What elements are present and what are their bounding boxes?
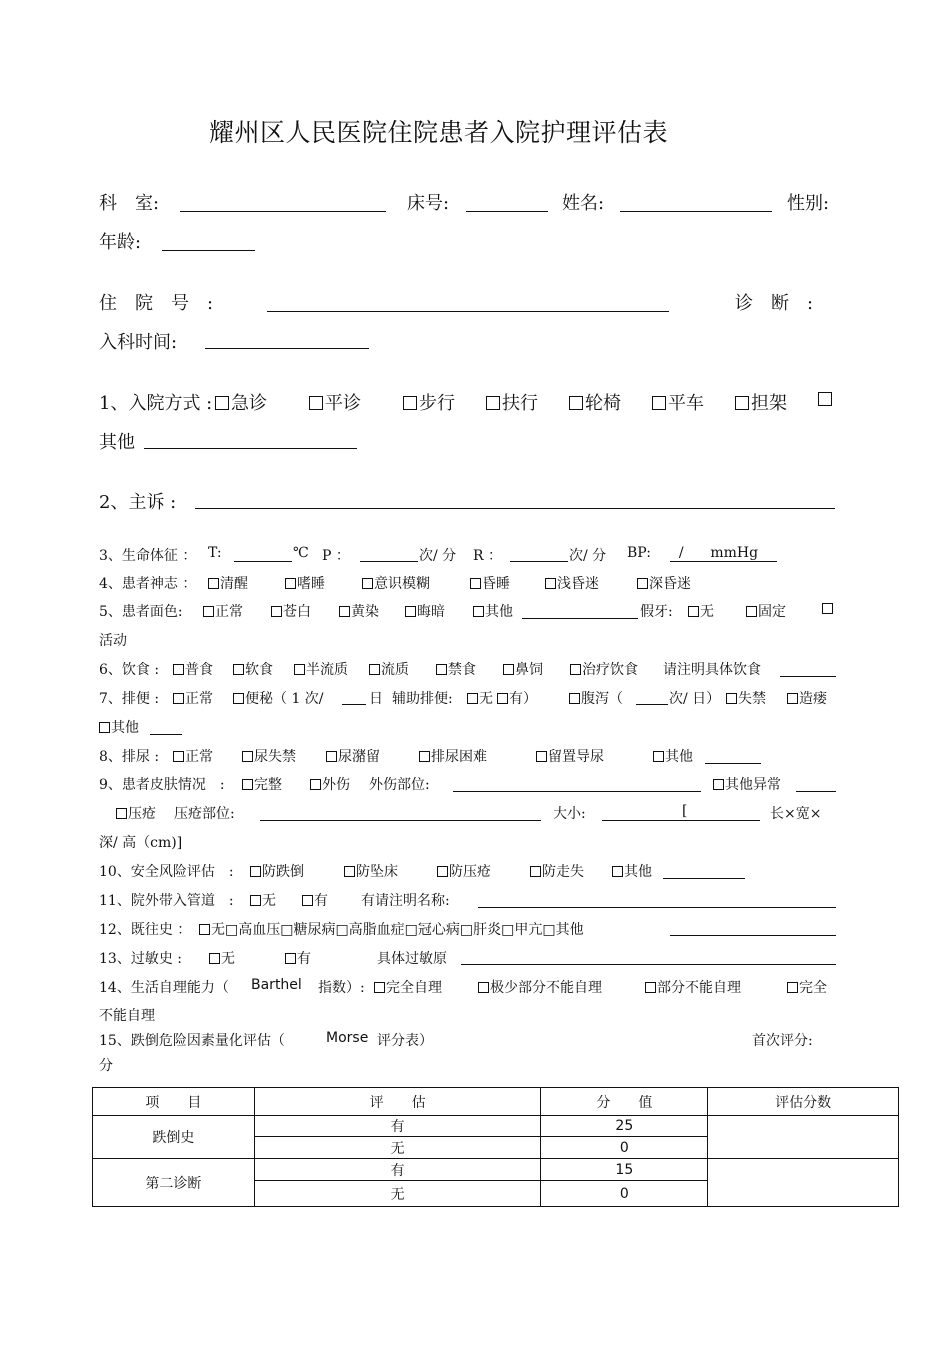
q9-pressure-site-label: 压疮部位: — [174, 806, 235, 822]
q14-label: 14、生活自理能力（ — [99, 980, 229, 996]
q7-label: 7、排便 : — [99, 691, 160, 707]
q3-r-unit: 次/ 分 — [569, 548, 607, 564]
checkbox-icon — [173, 751, 184, 762]
checkbox-icon — [637, 578, 648, 589]
q8-option-retention[interactable]: 尿潴留 — [326, 746, 380, 766]
q13-note: 具体过敏原 — [377, 951, 447, 967]
checkbox-icon — [215, 396, 229, 410]
q7-diarrhea-field[interactable] — [636, 704, 668, 705]
entry-time-label: 入科时间: — [99, 332, 178, 353]
morse-fall-table — [92, 1087, 899, 1207]
q7-assist-none[interactable]: 无 — [467, 688, 493, 708]
q10-option-wander[interactable]: 防走失 — [530, 861, 584, 881]
q10-other-field[interactable] — [663, 878, 745, 879]
checkbox-icon — [339, 606, 350, 617]
checkbox-icon — [470, 578, 481, 589]
checkbox-icon — [310, 779, 321, 790]
q14-barthel: Barthel — [251, 977, 302, 993]
diagnosis-label: 诊 断 : — [735, 293, 814, 314]
checkbox-icon — [787, 982, 798, 993]
checkbox-icon — [369, 664, 380, 675]
q6-option-nasal[interactable]: 鼻饲 — [503, 659, 543, 679]
q12-history-options[interactable]: 无□高血压□糖尿病□高脂血症□冠心病□肝炎□甲亢□其他 — [199, 919, 584, 939]
checkbox-icon — [486, 396, 500, 410]
checkbox-icon — [374, 982, 385, 993]
q3-bp-label: BP: — [627, 545, 651, 561]
q1-option-emergency[interactable]: 急诊 — [215, 389, 267, 415]
checkbox-icon — [208, 578, 219, 589]
q13-option-yes[interactable]: 有 — [285, 948, 311, 968]
q9-bracket: [ — [682, 803, 688, 819]
sex-label: 性别: — [787, 193, 830, 214]
admission-no-field[interactable] — [267, 311, 669, 312]
table-header-row — [93, 1088, 899, 1116]
checkbox-icon — [99, 722, 110, 733]
checkbox-icon — [536, 751, 547, 762]
q5-option-dull[interactable]: 晦暗 — [405, 601, 445, 621]
q7-other-field[interactable] — [150, 734, 182, 735]
q4-label: 4、患者神志 ： — [99, 576, 197, 592]
q3-t-field[interactable] — [234, 561, 292, 562]
assessment-cell: 无 — [254, 1137, 541, 1159]
q6-option-regular[interactable]: 普食 — [173, 659, 213, 679]
q3-p-unit: 次/ 分 — [419, 548, 457, 564]
q9-trauma-site-field[interactable] — [453, 791, 701, 792]
checkbox-icon — [271, 606, 282, 617]
checkbox-icon — [787, 693, 798, 704]
q4-option-deep-coma[interactable]: 深昏迷 — [637, 573, 691, 593]
q8-option-other[interactable]: 其他 — [653, 746, 693, 766]
q1-option-other-box[interactable] — [818, 389, 834, 410]
q7-day-label: 日 — [369, 691, 383, 707]
assessment-cell: 无 — [254, 1181, 541, 1207]
q11-option-none[interactable]: 无 — [250, 890, 276, 910]
q14-option-dependent[interactable]: 完全 — [787, 977, 827, 997]
checkbox-icon — [242, 751, 253, 762]
checkbox-icon — [344, 866, 355, 877]
q9-size-label: 大小: — [553, 806, 586, 822]
q1-other-field[interactable] — [144, 448, 357, 449]
q10-option-other[interactable]: 其他 — [612, 861, 652, 881]
q6-option-soft[interactable]: 软食 — [233, 659, 273, 679]
q8-option-difficulty[interactable]: 排尿困难 — [419, 746, 487, 766]
q6-note: 请注明具体饮食 — [663, 662, 761, 678]
q3-label: 3、生命体征 ： — [99, 548, 197, 564]
q2-complaint-field[interactable] — [195, 508, 835, 509]
q1-other-label: 其他 — [99, 432, 135, 453]
q13-option-none[interactable]: 无 — [209, 948, 235, 968]
checkbox-icon — [203, 606, 214, 617]
q15-scale: 评分表） — [377, 1033, 433, 1049]
q7-assist-label: 辅助排便: — [392, 691, 453, 707]
q6-label: 6、饮食 : — [99, 662, 160, 678]
q4-option-drowsy[interactable]: 嗜睡 — [285, 573, 325, 593]
header-assessment: 评 估 — [254, 1088, 541, 1116]
q7-assist-yes[interactable]: 有） — [497, 688, 537, 708]
q5-denture-fixed[interactable]: 固定 — [746, 601, 786, 621]
q1-option-stretcher[interactable]: 担架 — [735, 389, 787, 415]
q10-option-fall[interactable]: 防跌倒 — [250, 861, 304, 881]
checkbox-icon — [173, 693, 184, 704]
assessment-cell: 有 — [254, 1116, 541, 1137]
checkbox-icon — [503, 664, 514, 675]
checkbox-icon — [250, 895, 261, 906]
checkbox-icon — [653, 751, 664, 762]
q5-option-jaundice[interactable]: 黄染 — [339, 601, 379, 621]
q9-option-abnormal[interactable]: 其他异常 — [713, 774, 781, 794]
q15-unit: 分 — [99, 1058, 113, 1074]
q5-denture-label: 假牙: — [640, 604, 673, 620]
q4-option-confused[interactable]: 意识模糊 — [362, 573, 430, 593]
q10-option-bed-fall[interactable]: 防坠床 — [344, 861, 398, 881]
checkbox-icon — [467, 693, 478, 704]
checkbox-icon — [209, 953, 220, 964]
table-row — [93, 1159, 899, 1181]
q9-dims-label: 长×宽× — [770, 806, 822, 822]
q10-option-pressure[interactable]: 防压疮 — [437, 861, 491, 881]
value-cell: 0 — [541, 1137, 708, 1159]
q12-label: 12、既往史 ： — [99, 922, 192, 938]
checkbox-icon — [645, 982, 656, 993]
q9-abnormal-field[interactable] — [796, 791, 836, 792]
q9-option-intact[interactable]: 完整 — [242, 774, 282, 794]
checkbox-icon — [309, 396, 323, 410]
checkbox-icon — [285, 578, 296, 589]
header-score: 评估分数 — [708, 1088, 899, 1116]
q6-diet-field[interactable] — [780, 676, 836, 677]
q5-label: 5、患者面色: — [99, 604, 183, 620]
checkbox-icon — [688, 606, 699, 617]
checkbox-icon — [419, 751, 430, 762]
checkbox-icon — [822, 603, 833, 614]
q11-note: 有请注明名称: — [361, 893, 450, 909]
age-field[interactable] — [162, 250, 255, 251]
age-label: 年龄: — [99, 232, 142, 253]
checkbox-icon — [403, 396, 417, 410]
q1-option-walk[interactable]: 步行 — [403, 389, 455, 415]
q11-option-yes[interactable]: 有 — [302, 890, 328, 910]
checkbox-icon — [326, 751, 337, 762]
q6-option-therapeutic[interactable]: 治疗饮食 — [570, 659, 638, 679]
q15-first-score-label: 首次评分: — [752, 1033, 813, 1049]
checkbox-icon — [652, 396, 666, 410]
q1-option-assisted[interactable]: 扶行 — [486, 389, 538, 415]
checkbox-icon — [726, 693, 737, 704]
header-value: 分 值 — [541, 1088, 708, 1116]
q7-option-normal[interactable]: 正常 — [173, 688, 213, 708]
score-cell-fall-history[interactable] — [708, 1116, 899, 1159]
checkbox-icon — [362, 578, 373, 589]
q5-denture-removable-box[interactable] — [822, 601, 834, 617]
checkbox-icon — [242, 779, 253, 790]
checkbox-icon — [612, 866, 623, 877]
checkbox-icon — [250, 866, 261, 877]
checkbox-icon — [405, 606, 416, 617]
table-row — [93, 1116, 899, 1137]
q10-label: 10、安全风险评估 : — [99, 864, 234, 880]
q7-option-stoma[interactable]: 造瘘 — [787, 688, 827, 708]
q7-option-constipation[interactable]: 便秘（ 1 次/ — [233, 688, 324, 708]
q7-option-other[interactable]: 其他 — [99, 717, 139, 737]
q6-option-liquid[interactable]: 流质 — [369, 659, 409, 679]
checkbox-icon — [530, 866, 541, 877]
q3-p-label: P ： — [322, 548, 350, 564]
dept-label: 科 室: — [99, 193, 160, 214]
q9-pressure-site-field[interactable] — [260, 820, 541, 821]
q3-p-field[interactable] — [360, 561, 418, 562]
admission-no-label: 住 院 号 : — [99, 293, 214, 314]
q5-other-field[interactable] — [522, 618, 638, 619]
q3-r-field[interactable] — [510, 561, 568, 562]
name-label: 姓名: — [562, 193, 605, 214]
checkbox-icon — [473, 606, 484, 617]
name-field[interactable] — [620, 211, 772, 212]
q3-t-label: T: — [208, 545, 222, 561]
q14-option-mostly[interactable]: 极少部分不能自理 — [478, 977, 602, 997]
checkbox-icon — [713, 779, 724, 790]
page-title: 耀州区人民医院住院患者入院护理评估表 — [209, 118, 669, 147]
q3-t-unit: ℃ — [293, 545, 309, 561]
q14-index: 指数）: — [318, 980, 365, 996]
q12-other-field[interactable] — [670, 935, 836, 936]
q1-option-outpatient[interactable]: 平诊 — [309, 389, 361, 415]
q4-option-light-coma[interactable]: 浅昏迷 — [545, 573, 599, 593]
header-item: 项 目 — [93, 1088, 255, 1116]
q15-label: 15、跌倒危险因素量化评估（ — [99, 1033, 285, 1049]
q14-option-partial[interactable]: 部分不能自理 — [645, 977, 741, 997]
q3-bp-field[interactable]: / mmHg — [670, 545, 776, 561]
q9-trauma-site-label: 外伤部位: — [369, 777, 430, 793]
q7-constipation-field[interactable] — [342, 704, 366, 705]
q9-option-trauma[interactable]: 外伤 — [310, 774, 350, 794]
q14-option-independent[interactable]: 完全自理 — [374, 977, 442, 997]
q8-option-normal[interactable]: 正常 — [173, 746, 213, 766]
checkbox-icon — [285, 953, 296, 964]
checkbox-icon — [302, 895, 313, 906]
q5-option-normal[interactable]: 正常 — [203, 601, 243, 621]
checkbox-icon — [116, 808, 127, 819]
dept-field[interactable] — [180, 211, 386, 212]
q5-option-other[interactable]: 其他 — [473, 601, 513, 621]
q7-diarrhea-unit: 次/ 日） — [669, 691, 721, 707]
q6-option-semi-liquid[interactable]: 半流质 — [294, 659, 348, 679]
q5-option-pale[interactable]: 苍白 — [271, 601, 311, 621]
q15-morse: Morse — [326, 1030, 369, 1046]
q14-dependent-cont: 不能自理 — [99, 1008, 155, 1024]
score-cell-secondary-diagnosis[interactable] — [708, 1159, 899, 1207]
checkbox-icon — [437, 866, 448, 877]
checkbox-icon — [569, 396, 583, 410]
checkbox-icon — [436, 664, 447, 675]
checkbox-icon — [545, 578, 556, 589]
q5-denture-none[interactable]: 无 — [688, 601, 714, 621]
q2-label: 2、主诉 : — [99, 492, 177, 513]
q1-label: 1、入院方式 : — [99, 393, 213, 414]
q11-tube-name-field[interactable] — [478, 907, 836, 908]
checkbox-icon — [497, 693, 508, 704]
q8-other-field[interactable] — [705, 763, 761, 764]
q3-r-label: R ： — [473, 548, 502, 564]
checkbox-icon — [294, 664, 305, 675]
q6-option-fasting[interactable]: 禁食 — [436, 659, 476, 679]
checkbox-icon — [746, 606, 757, 617]
q4-option-alert[interactable]: 清醒 — [208, 573, 248, 593]
q7-option-diarrhea[interactable]: 腹泻（ — [569, 688, 623, 708]
checkbox-icon — [233, 693, 244, 704]
q9-size-field[interactable] — [602, 820, 760, 821]
checkbox-icon — [478, 982, 489, 993]
q13-allergen-field[interactable] — [461, 964, 836, 965]
q4-option-lethargic[interactable]: 昏睡 — [470, 573, 510, 593]
q13-label: 13、过敏史 : — [99, 951, 182, 967]
q8-label: 8、排尿 : — [99, 749, 160, 765]
assessment-cell: 有 — [254, 1159, 541, 1181]
row-secondary-diagnosis: 第二诊断 — [93, 1159, 255, 1207]
bed-field[interactable] — [466, 211, 548, 212]
q8-option-incontinence[interactable]: 尿失禁 — [242, 746, 296, 766]
checkbox-icon — [818, 392, 832, 406]
q1-option-cart[interactable]: 平车 — [652, 389, 704, 415]
q5-denture-removable-label: 活动 — [99, 633, 127, 649]
value-cell: 15 — [541, 1159, 708, 1181]
checkbox-icon — [233, 664, 244, 675]
q11-label: 11、院外带入管道 : — [99, 893, 234, 909]
checkbox-icon — [735, 396, 749, 410]
value-cell: 25 — [541, 1116, 708, 1137]
checkbox-icon — [173, 664, 184, 675]
bed-label: 床号: — [407, 193, 450, 214]
checkbox-icon — [570, 664, 581, 675]
checkbox-icon — [569, 693, 580, 704]
q9-dims-end: 深/ 高（cm)] — [99, 835, 183, 851]
q9-option-pressure[interactable]: 压疮 — [116, 803, 156, 823]
value-cell: 0 — [541, 1181, 708, 1207]
row-fall-history: 跌倒史 — [93, 1116, 255, 1159]
q8-option-catheter[interactable]: 留置导尿 — [536, 746, 604, 766]
q1-option-wheelchair[interactable]: 轮椅 — [569, 389, 621, 415]
q9-label: 9、患者皮肤情况 : — [99, 777, 225, 793]
checkbox-icon — [199, 924, 210, 935]
q7-option-incontinence[interactable]: 失禁 — [726, 688, 766, 708]
entry-time-field[interactable] — [205, 348, 369, 349]
